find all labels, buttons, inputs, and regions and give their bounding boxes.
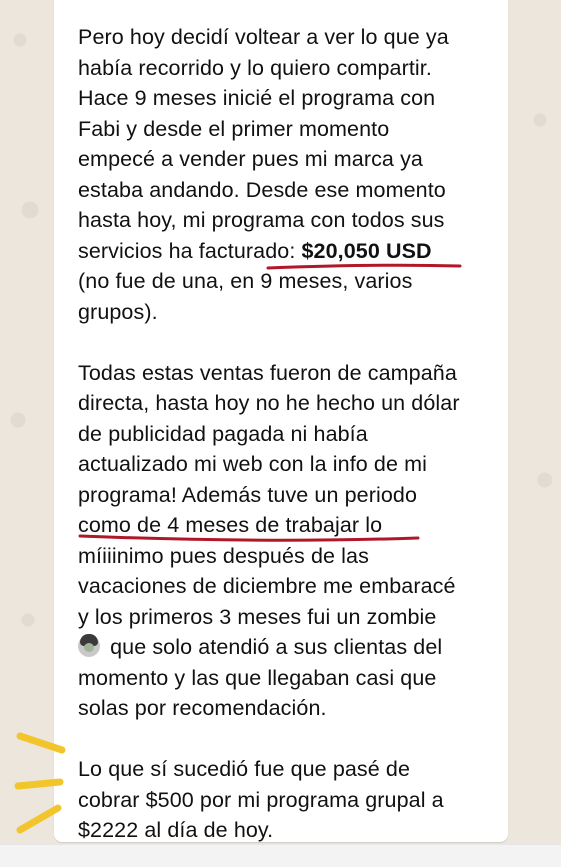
line: Todas estas ventas fueron de campaña <box>78 360 457 385</box>
zombie-emoji-icon <box>78 635 100 657</box>
revenue-amount: $20,050 USD <box>301 238 432 263</box>
line: empecé a vender pues mi marca ya <box>78 147 423 171</box>
paragraph-1 <box>78 22 498 327</box>
message-text <box>78 22 498 846</box>
line: programa! Además tuve un periodo <box>78 482 418 507</box>
line: de publicidad pagada ni había <box>78 421 368 446</box>
line: cobrar $500 por mi programa grupal a <box>78 787 444 812</box>
line: estaba andando. Desde ese momento <box>78 177 446 202</box>
bottom-bar <box>0 844 561 867</box>
line: solas por recomendación. <box>78 696 327 720</box>
line: Hace 9 meses inicié el programa con <box>78 86 436 110</box>
line: directa, hasta hoy no he hecho un dólar <box>78 391 460 415</box>
line: vacaciones de diciembre me embaracé <box>78 574 456 598</box>
paragraph-3 <box>78 754 498 846</box>
line: momento y las que llegaban casi que <box>78 665 437 690</box>
line: Fabi y desde el primer momento <box>78 116 390 141</box>
line: Pero hoy decidí voltear a ver lo que ya <box>78 25 449 49</box>
line: y los primeros 3 meses fui un zombie <box>78 604 437 629</box>
line: como de 4 meses de trabajar lo <box>78 513 383 537</box>
line: Lo que sí sucedió fue que pasé de <box>78 757 411 781</box>
line: míiiinimo pues después de las <box>78 543 369 568</box>
line: grupos). <box>78 299 158 324</box>
line: servicios ha facturado: <box>78 238 302 263</box>
line: (no fue de una, en 9 meses, varios <box>78 269 413 293</box>
line: actualizado mi web con la info de mi <box>78 452 427 476</box>
paragraph-2 <box>78 358 498 724</box>
line: $2222 al día de hoy. <box>78 818 274 842</box>
line: hasta hoy, mi programa con todos sus <box>78 208 445 232</box>
line: había recorrido y lo quiero compartir. <box>78 55 432 80</box>
line: que solo atendió a sus clientas del <box>110 635 443 659</box>
